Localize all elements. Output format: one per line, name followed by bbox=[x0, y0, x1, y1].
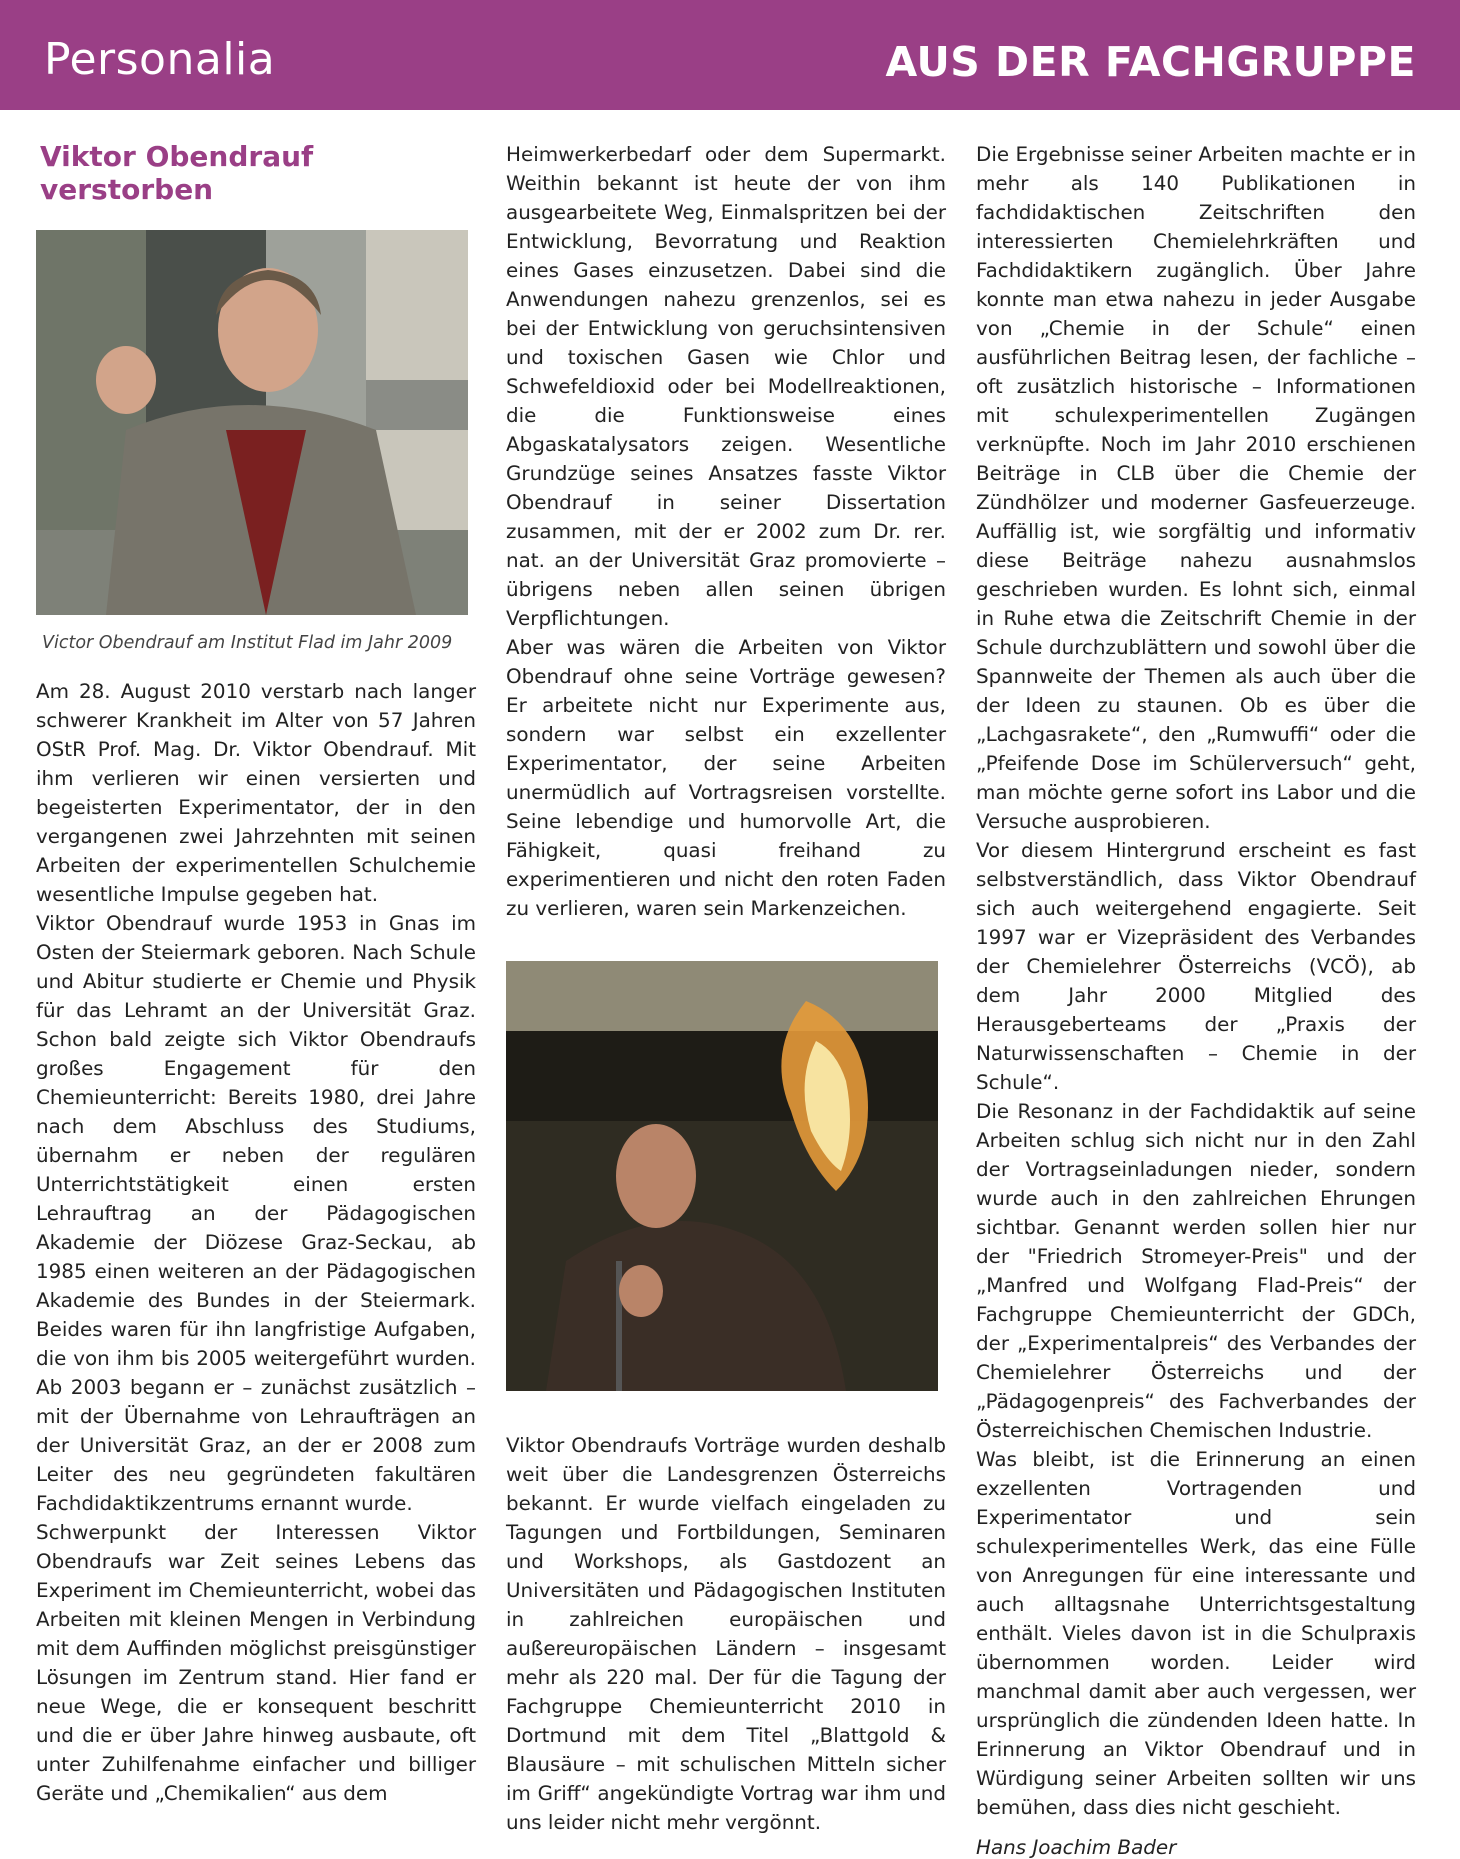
column-2-text-bottom bbox=[506, 1431, 946, 1837]
paragraph: Heimwerkerbedarf oder dem Supermarkt. Weithin bekannt ist heute der von ihm ausgearbeitete Weg, Einmalspritzen bei der Entwicklung, Bevorratung und Reaktion eines Gases einzusetzen. Dabei sind die Anwendungen nahezu grenzenlos, sei es bei der Entwicklung von geruchsintensiven und toxischen Gasen wie Chlor und Schwefeldioxid oder bei Modellreaktionen, die die Funktionsweise eines Abgaskatalysators zeigen. Wesentliche Grundzüge seines Ansatzes fasste Viktor Obendrauf in seiner Dissertation zusammen, mit der er 2002 zum Dr. rer. nat. an der Universität Graz promovierte – übrigens neben allen seinen übrigen Verpflichtungen. bbox=[506, 143, 946, 630]
column-3-text bbox=[976, 140, 1416, 1822]
portrait-photo-icon bbox=[36, 230, 468, 615]
column-2-text-top bbox=[506, 140, 946, 923]
photo-flame-experiment bbox=[506, 961, 946, 1395]
paragraph: Viktor Obendrauf wurde 1953 in Gnas im Osten der Steiermark geboren. Nach Schule und Abitur studierte er Chemie und Physik für das Lehramt an der Universität Graz. Schon bald zeigte sich Viktor Obendraufs großes Engagement für den Chemieunterricht: Bereits 1980, drei Jahre nach dem Abschluss des Studiums, übernahm er neben der regulären Unterrichtstätigkeit einen ersten Lehrauftrag an der Pädagogischen Akademie der Diözese Graz-Seckau, ab 1985 einen weiteren an der Pädagogischen Akademie des Bundes in der Steiermark. Beides waren für ihn langfristige Aufgaben, die von ihm bis 2005 weitergeführt wurden. Ab 2003 begann er – zunächst zusätzlich – mit der Übernahme von Lehraufträgen an der Universität Graz, an der er 2008 zum Leiter des neu gegründeten fakultären Fachdidaktikzentrums ernannt wurde. bbox=[36, 912, 476, 1515]
column-2 bbox=[506, 140, 946, 1837]
paragraph: Was bleibt, ist die Erinnerung an einen exzellenten Vortragenden und Experimentator und sein schulexperimentelles Werk, das eine Fülle von Anregungen für eine interessante und auch alltagsnahe Unterrichtsgestaltung enthält. Vieles davon ist in die Schulpraxis übernommen worden. Leider wird manchmal damit aber auch vergessen, wer ursprünglich die zündenden Ideen hatte. In Erinnerung an Viktor Obendrauf und in Würdigung seiner Arbeiten sollten wir uns bemühen, dass dies nicht geschieht. bbox=[976, 1448, 1416, 1819]
paragraph: Die Resonanz in der Fachdidaktik auf seine Arbeiten schlug sich nicht nur in den Zahl der Vortragseinladungen nieder, sondern wurde auch in den zahlreichen Ehrungen sichtbar. Genannt werden sollen hier nur der "Friedrich Stromeyer-Preis" und der „Manfred und Wolfgang Flad-Preis“ der Fachgruppe Chemieunterricht der GDCh, der „Experimentalpreis“ des Verbandes der Chemielehrer Österreichs und der „Pädagogenpreis“ des Fachverbandes der Österreichischen Chemischen Industrie. bbox=[976, 1100, 1416, 1442]
photo-caption: Victor Obendrauf am Institut Flad im Jahr 2009 bbox=[42, 633, 453, 653]
column-3 bbox=[976, 140, 1416, 1859]
paragraph: Am 28. August 2010 verstarb nach langer schwerer Krankheit im Alter von 57 Jahren OStR Prof. Mag. Dr. Viktor Obendrauf. Mit ihm verlieren wir einen versierten und begeisterten Experimentator, der in den vergangenen zwei Jahrzehnten mit seinen Arbeiten der experimentellen Schulchemie wesentliche Impulse gegeben hat. bbox=[36, 680, 476, 906]
paragraph: Die Ergebnisse seiner Arbeiten machte er in mehr als 140 Publikationen in fachdidaktischen Zeitschriften den interessierten Chemielehrkräften und Fachdidaktikern zugänglich. Über Jahre konnte man etwa nahezu in jeder Ausgabe von „Chemie in der Schule“ einen ausführlichen Beitrag lesen, der fachliche – oft zusätzlich historische – Informationen mit schulexperimentellen Zugängen verknüpfte. Noch im Jahr 2010 erschienen Beiträge in CLB über die Chemie der Zündhölzer und moderner Gasfeuerzeuge. Auffällig ist, wie sorgfältig und informativ diese Beiträge nahezu ausnahmslos geschrieben wurden. Es lohnt sich, einmal in Ruhe etwa die Zeitschrift Chemie in der Schule durchzublättern und sowohl über die Spannweite der Themen als auch über die der Ideen zu staunen. Ob es über die „Lachgasrakete“, den „Rumwuffi“ oder die „Pfeifende Dose im Schülerversuch“ geht, man möchte gerne sofort ins Labor und die Versuche ausprobieren. bbox=[976, 143, 1416, 833]
section-label: Personalia bbox=[44, 34, 276, 85]
paragraph: Viktor Obendraufs Vorträge wurden deshalb weit über die Landesgrenzen Österreichs bekannt. Er wurde vielfach eingeladen zu Tagungen und Fortbildungen, Seminaren und Workshops, als Gastdozent an Universitäten und Pädagogischen Instituten in zahlreichen europäischen und außereuropäischen Ländern – insgesamt mehr als 220 mal. Der für die Tagung der Fachgruppe Chemieunterricht 2010 in Dortmund mit dem Titel „Blattgold & Blausäure – mit schulischen Mitteln sicher im Griff“ angekündigte Vortrag war ihm und uns leider nicht mehr vergönnt. bbox=[506, 1434, 946, 1834]
photo-portrait bbox=[36, 230, 476, 619]
group-label: AUS DER FACHGRUPPE bbox=[885, 38, 1416, 86]
article-title: Viktor Obendrauf verstorben bbox=[40, 140, 314, 206]
paragraph: Schwerpunkt der Interessen Viktor Obendraufs war Zeit seines Lebens das Experiment im Chemieunterricht, wobei das Arbeiten mit kleinen Mengen in Verbindung mit dem Auffinden möglichst preisgünstiger Lösungen im Zentrum stand. Hier fand er neue Wege, die er konsequent beschritt und die er über Jahre hinweg ausbaute, oft unter Zuhilfenahme einfacher und billiger Geräte und „Chemikalien“ aus dem bbox=[36, 1521, 476, 1805]
paragraph: Aber was wären die Arbeiten von Viktor Obendrauf ohne seine Vorträge gewesen? Er arbeitete nicht nur Experimente aus, sondern war selbst ein exzellenter Experimentator, der seine Arbeiten unermüdlich auf Vortragsreisen vorstellte. Seine lebendige und humorvolle Art, die Fähigkeit, quasi freihand zu experimentieren und nicht den roten Faden zu verlieren, waren sein Markenzeichen. bbox=[506, 636, 946, 920]
author-signature: Hans Joachim Bader bbox=[976, 1836, 1177, 1859]
paragraph: Vor diesem Hintergrund erscheint es fast selbstverständlich, dass Viktor Obendrauf sich auch weitergehend engagierte. Seit 1997 war er Vizepräsident des Verbandes der Chemielehrer Österreichs (VCÖ), ab dem Jahr 2000 Mitglied des Herausgeberteams der „Praxis der Naturwissenschaften – Chemie in der Schule“. bbox=[976, 839, 1416, 1094]
column-1 bbox=[36, 140, 476, 1808]
flame-photo-icon bbox=[506, 961, 938, 1391]
column-1-text bbox=[36, 677, 476, 1808]
page-header bbox=[0, 0, 1460, 110]
